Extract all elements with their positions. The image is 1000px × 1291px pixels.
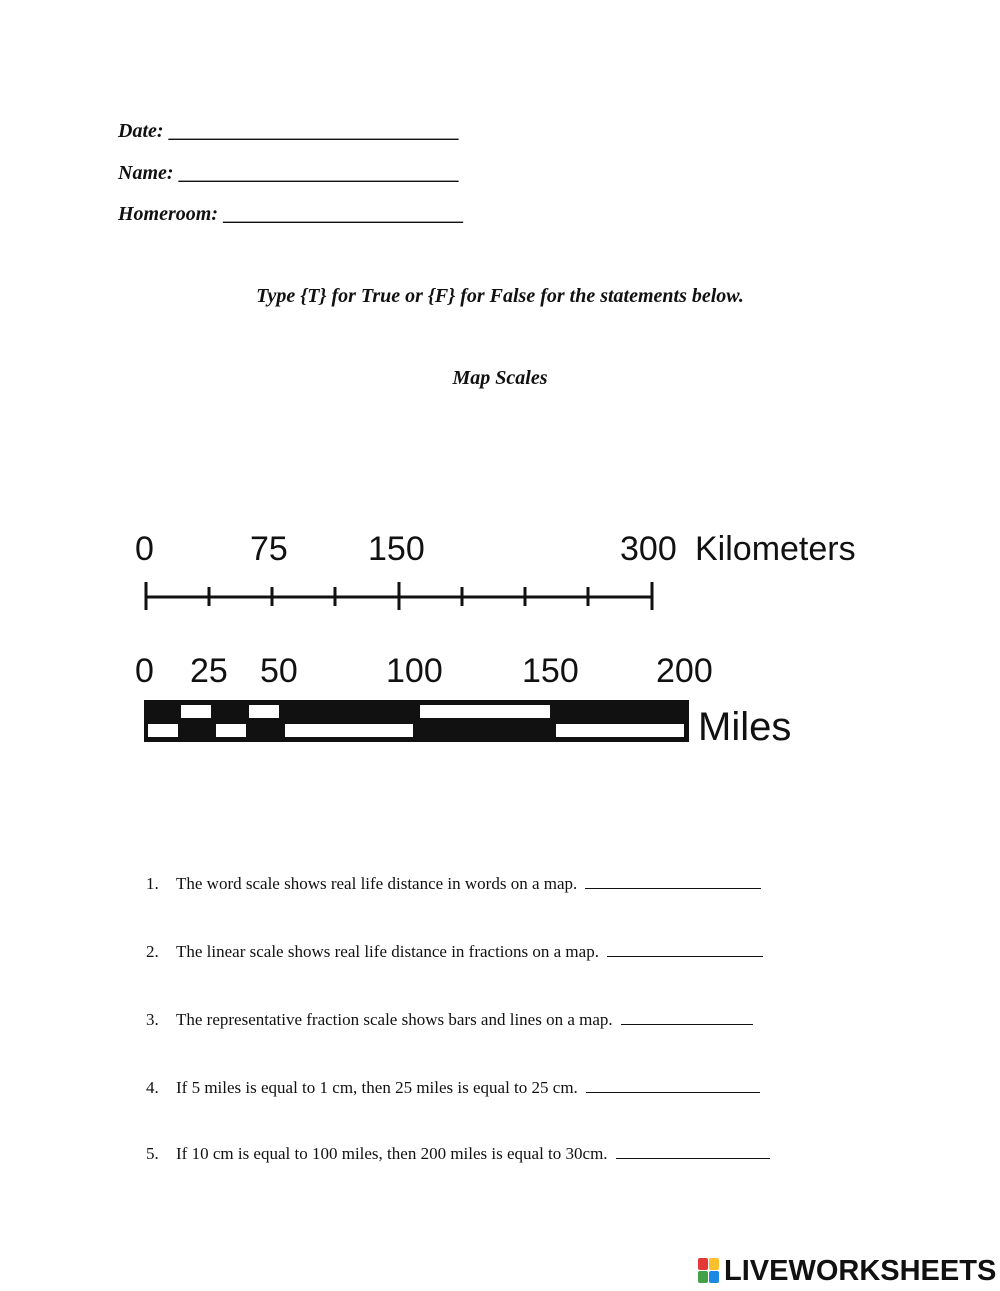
name-label: Name:: [118, 162, 174, 184]
mile-label-0: 0: [135, 652, 154, 690]
question-text: If 5 miles is equal to 1 cm, then 25 miles is equal to 25 cm.: [176, 1078, 578, 1097]
answer-blank-2[interactable]: [607, 940, 763, 957]
km-label-75: 75: [250, 530, 288, 568]
mile-label-50: 50: [260, 652, 298, 690]
homeroom-label: Homeroom:: [118, 203, 218, 225]
mile-label-200: 200: [656, 652, 713, 690]
mile-label-150: 150: [522, 652, 579, 690]
question-text: The representative fraction scale shows bars and lines on a map.: [176, 1010, 613, 1029]
homeroom-field: [118, 202, 463, 226]
date-field: [118, 119, 459, 143]
question-number: 3.: [146, 1010, 159, 1029]
name-blank[interactable]: ____________________________: [178, 162, 459, 184]
question-text: The word scale shows real life distance in words on a map.: [176, 874, 578, 893]
homeroom-blank[interactable]: ________________________: [223, 203, 463, 225]
answer-blank-4[interactable]: [586, 1076, 760, 1093]
km-scale-line: [146, 582, 652, 610]
question-number: 5.: [146, 1144, 159, 1163]
question-3: [146, 1008, 753, 1031]
question-2: [146, 940, 763, 963]
km-label-150: 150: [368, 530, 425, 568]
question-text: The linear scale shows real life distance in fractions on a map.: [176, 942, 599, 961]
mile-label-25: 25: [190, 652, 228, 690]
logo-text: LIVEWORKSHEETS: [724, 1255, 997, 1287]
logo-block: [698, 1271, 708, 1283]
question-number: 1.: [146, 874, 159, 893]
map-scale-figure: [0, 520, 1000, 760]
mile-scale-bar: [144, 700, 689, 742]
name-field: [118, 161, 459, 185]
question-number: 4.: [146, 1078, 159, 1097]
instruction-text: Type {T} for True or {F} for False for the statements below.: [256, 285, 744, 307]
section-title: Map Scales: [452, 367, 548, 389]
mile-unit: Miles: [698, 705, 792, 749]
answer-blank-1[interactable]: [585, 872, 761, 889]
date-label: Date:: [118, 120, 164, 142]
logo-block: [698, 1258, 708, 1270]
answer-blank-5[interactable]: [616, 1142, 770, 1159]
logo-block: [709, 1271, 719, 1283]
question-number: 2.: [146, 942, 159, 961]
question-1: [146, 872, 761, 895]
date-blank[interactable]: _____________________________: [168, 120, 459, 142]
answer-blank-3[interactable]: [621, 1008, 753, 1025]
logo-blocks-icon: [698, 1258, 720, 1284]
km-unit: Kilometers: [695, 530, 856, 568]
km-label-0: 0: [135, 530, 154, 568]
mile-label-100: 100: [386, 652, 443, 690]
logo-block: [709, 1258, 719, 1270]
question-text: If 10 cm is equal to 100 miles, then 200 miles is equal to 30cm.: [176, 1144, 608, 1163]
question-4: [146, 1076, 760, 1099]
km-label-300: 300: [620, 530, 677, 568]
question-5: [146, 1142, 770, 1165]
